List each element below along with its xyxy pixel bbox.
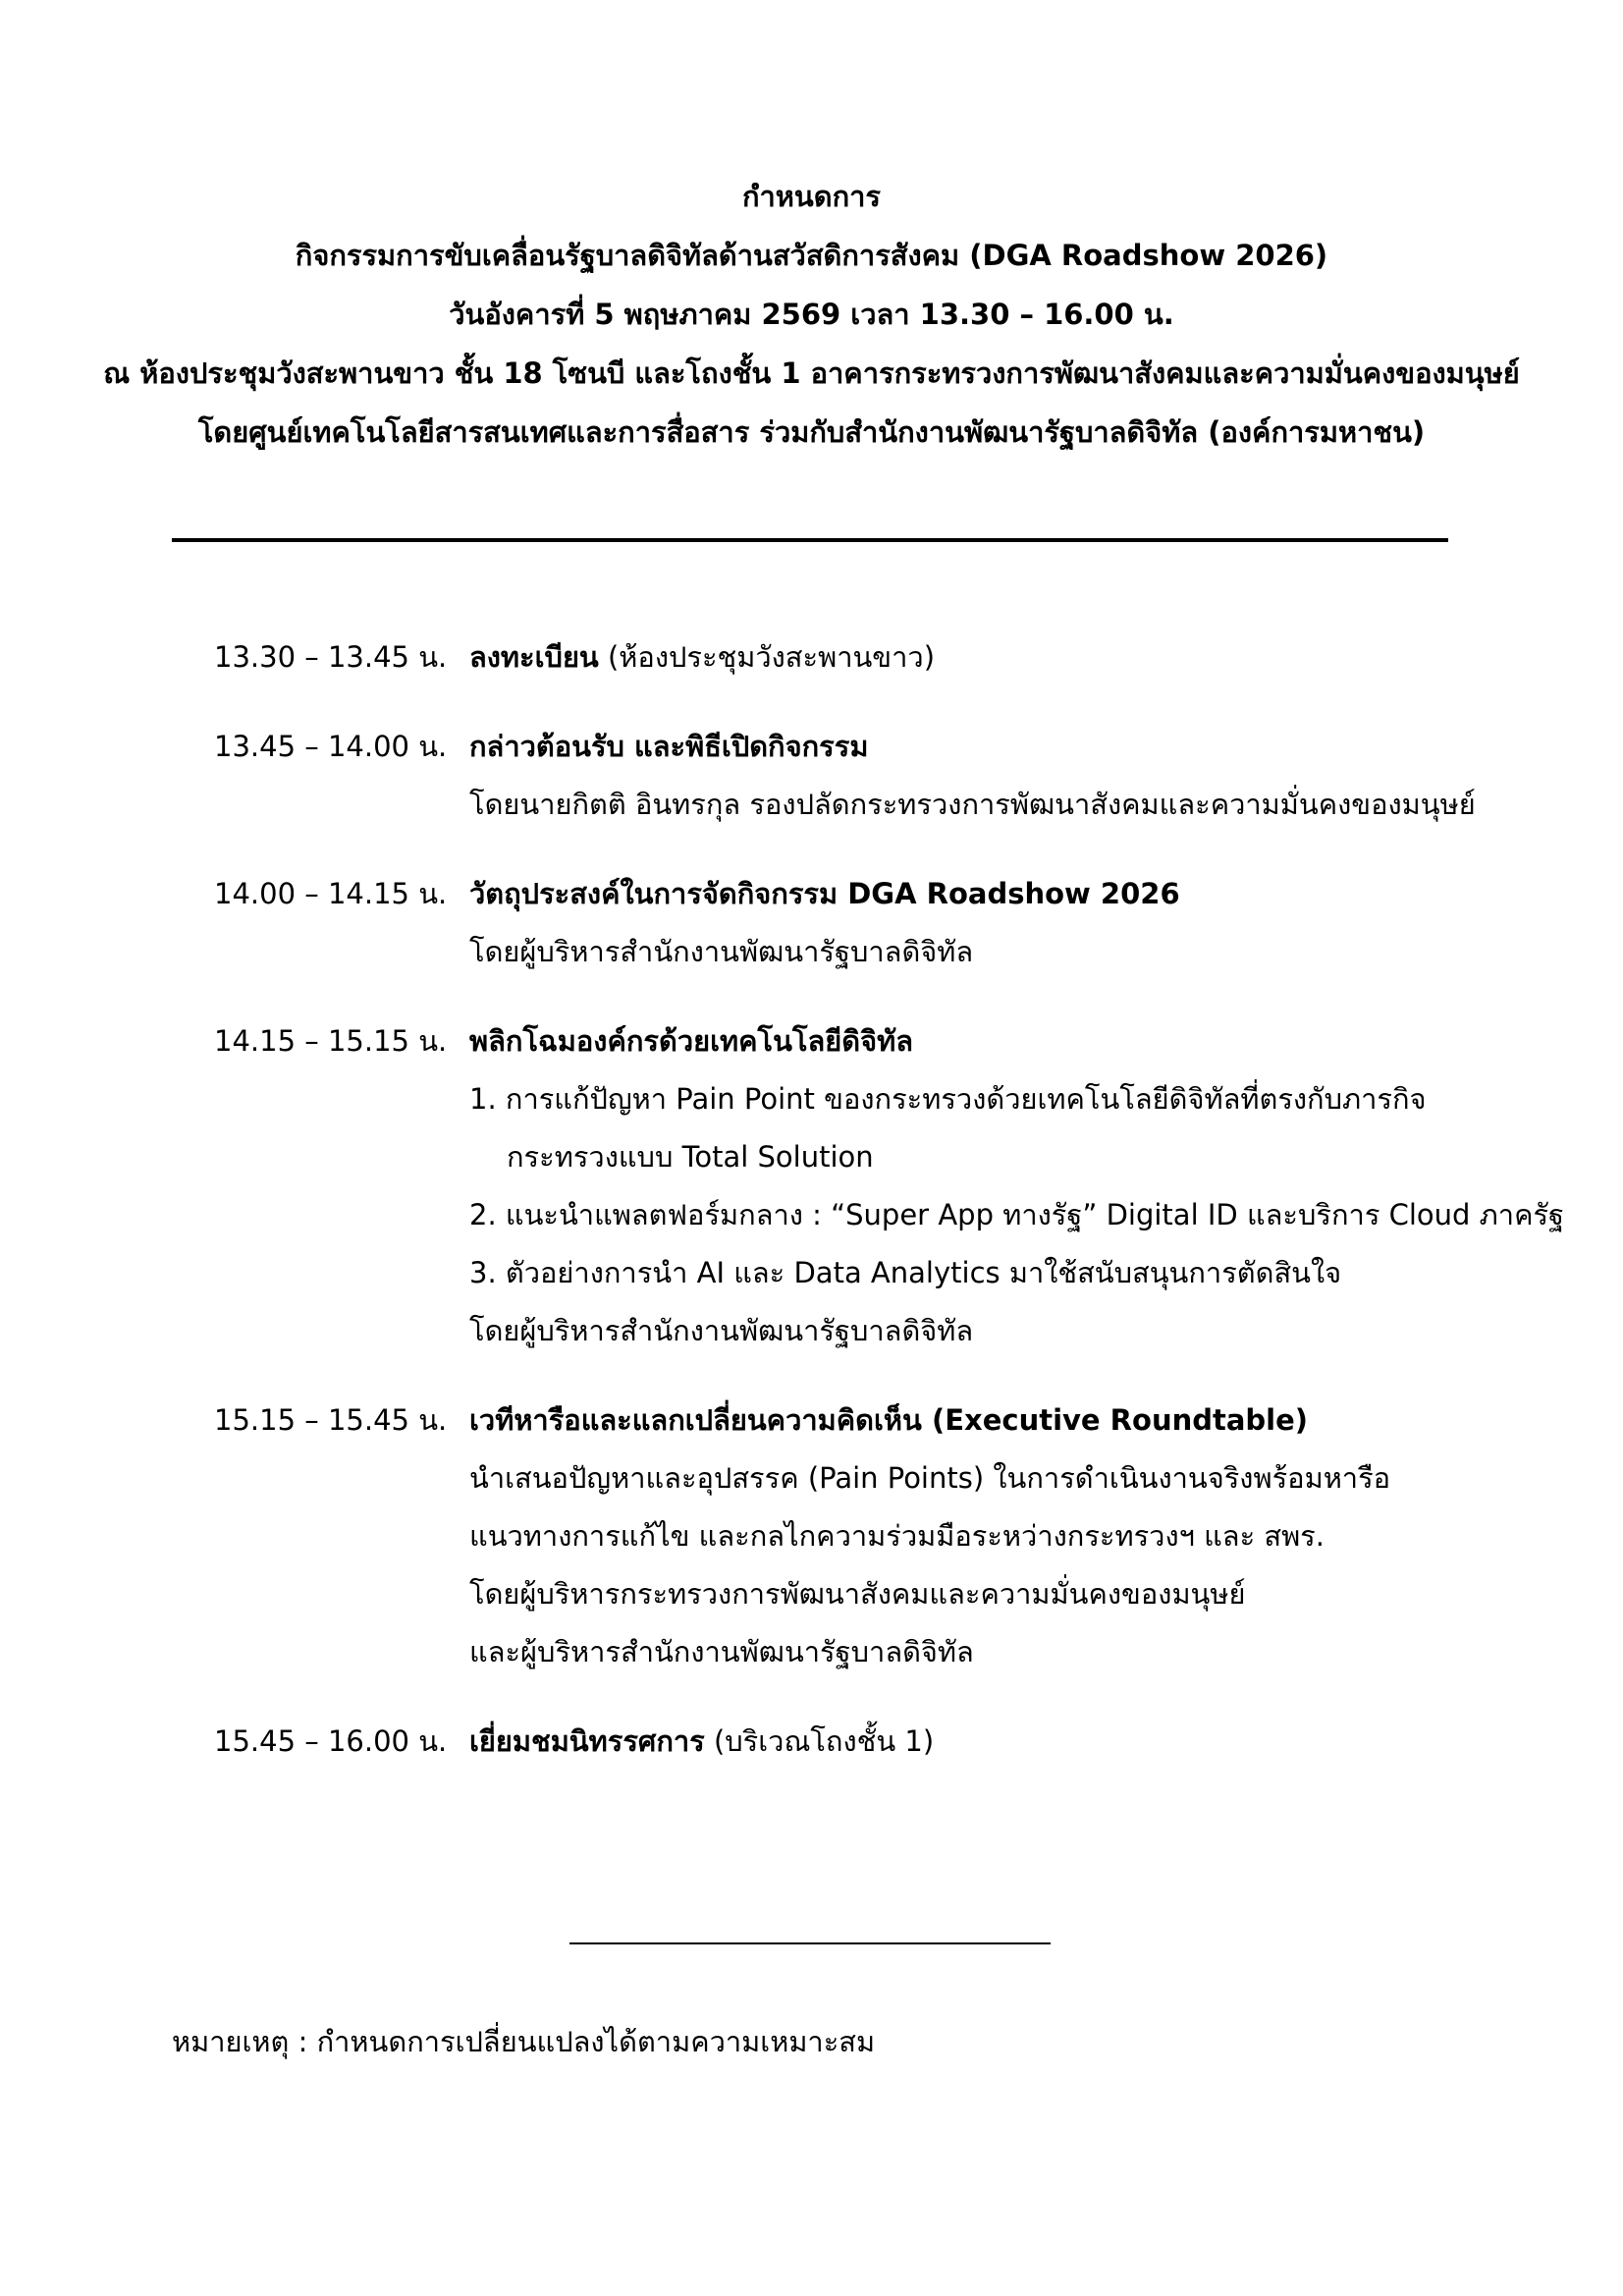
agenda-item: [0, 1012, 1623, 1360]
agenda-content: [469, 1713, 1623, 1771]
agenda-title-row: [469, 1713, 1623, 1771]
agenda-content: [469, 1012, 1623, 1360]
agenda-title-row: [469, 718, 1623, 776]
document-title: กำหนดการ: [741, 180, 882, 213]
event-name: กิจกรรมการขับเคลื่อนรัฐบาลดิจิทัลด้านสวัสดิการสังคม (DGA Roadshow 2026): [295, 239, 1328, 272]
agenda-time: 14.15 – 15.15 น.: [214, 1024, 448, 1058]
agenda-time: 13.45 – 14.00 น.: [214, 730, 448, 763]
agenda-time: 15.15 – 15.45 น.: [214, 1403, 448, 1437]
agenda-line: โดยผู้บริหารสำนักงานพัฒนารัฐบาลดิจิทัล: [469, 1314, 974, 1347]
agenda-list: [0, 629, 1623, 1802]
remark-note: หมายเหตุ : กำหนดการเปลี่ยนแปลงได้ตามความเหมาะสม: [172, 2025, 876, 2058]
agenda-time: 14.00 – 14.15 น.: [214, 877, 448, 910]
agenda-line: 3. ตัวอย่างการนำ AI และ Data Analytics มาใช้สนับสนุนการตัดสินใจ: [469, 1256, 1342, 1289]
header-divider: [172, 538, 1448, 542]
agenda-line: นำเสนอปัญหาและอุปสรรค (Pain Points) ในการดำเนินงานจริงพร้อมหารือ: [469, 1461, 1391, 1495]
agenda-content: [469, 1392, 1623, 1681]
document-header: [0, 167, 1623, 462]
agenda-title-note: (ห้องประชุมวังสะพานขาว): [598, 640, 936, 674]
agenda-title-row: [469, 1392, 1623, 1449]
agenda-content: [469, 629, 1623, 686]
agenda-content: [469, 718, 1623, 834]
agenda-line: แนวทางการแก้ไข และกลไกความร่วมมือระหว่างกระทรวงฯ และ สพร.: [469, 1519, 1325, 1553]
agenda-time: 15.45 – 16.00 น.: [214, 1724, 448, 1758]
agenda-line: 1. การแก้ปัญหา Pain Point ของกระทรวงด้วยเทคโนโลยีดิจิทัลที่ตรงกับภารกิจ: [469, 1082, 1427, 1116]
agenda-item: [0, 1713, 1623, 1771]
agenda-title-row: [469, 865, 1623, 923]
agenda-line: โดยผู้บริหารกระทรวงการพัฒนาสังคมและความมั่นคงของมนุษย์: [469, 1577, 1246, 1611]
agenda-line: โดยนายกิตติ อินทรกุล รองปลัดกระทรวงการพัฒนาสังคมและความมั่นคงของมนุษย์: [469, 788, 1476, 821]
agenda-title: ลงทะเบียน: [469, 640, 599, 674]
agenda-title: เวทีหารือและแลกเปลี่ยนความคิดเห็น (Executive Roundtable): [469, 1403, 1309, 1437]
agenda-title: เยี่ยมชมนิทรรศการ: [469, 1724, 705, 1758]
event-venue: ณ ห้องประชุมวังสะพานขาว ชั้น 18 โซนบี และโถงชั้น 1 อาคารกระทรวงการพัฒนาสังคมและความมั่นคงของมนุษย์: [103, 356, 1520, 390]
agenda-title: พลิกโฉมองค์กรด้วยเทคโนโลยีดิจิทัล: [469, 1024, 913, 1058]
agenda-title-note: (บริเวณโถงชั้น 1): [704, 1724, 935, 1758]
agenda-content: [469, 865, 1623, 981]
agenda-item: [0, 629, 1623, 686]
agenda-item: [0, 865, 1623, 981]
agenda-title-row: [469, 629, 1623, 686]
event-organizer: โดยศูนย์เทคโนโลยีสารสนเทศและการสื่อสาร ร่วมกับสำนักงานพัฒนารัฐบาลดิจิทัล (องค์การมหาชน): [197, 415, 1426, 449]
agenda-title: กล่าวต้อนรับ และพิธีเปิดกิจกรรม: [469, 730, 869, 763]
agenda-item: [0, 1392, 1623, 1681]
agenda-line: โดยผู้บริหารสำนักงานพัฒนารัฐบาลดิจิทัล: [469, 935, 974, 968]
agenda-time: 13.30 – 13.45 น.: [214, 640, 448, 674]
agenda-line: กระทรวงแบบ Total Solution: [507, 1140, 874, 1174]
agenda-line: และผู้บริหารสำนักงานพัฒนารัฐบาลดิจิทัล: [469, 1635, 974, 1668]
agenda-item: [0, 718, 1623, 834]
event-datetime: วันอังคารที่ 5 พฤษภาคม 2569 เวลา 13.30 – 16.00 น.: [449, 298, 1174, 331]
footer-divider: [569, 1942, 1051, 1944]
agenda-line: 2. แนะนำแพลตฟอร์มกลาง : “Super App ทางรัฐ” Digital ID และบริการ Cloud ภาครัฐ: [469, 1198, 1565, 1231]
agenda-title-row: [469, 1012, 1623, 1070]
agenda-title: วัตถุประสงค์ในการจัดกิจกรรม DGA Roadshow 2026: [469, 877, 1180, 910]
